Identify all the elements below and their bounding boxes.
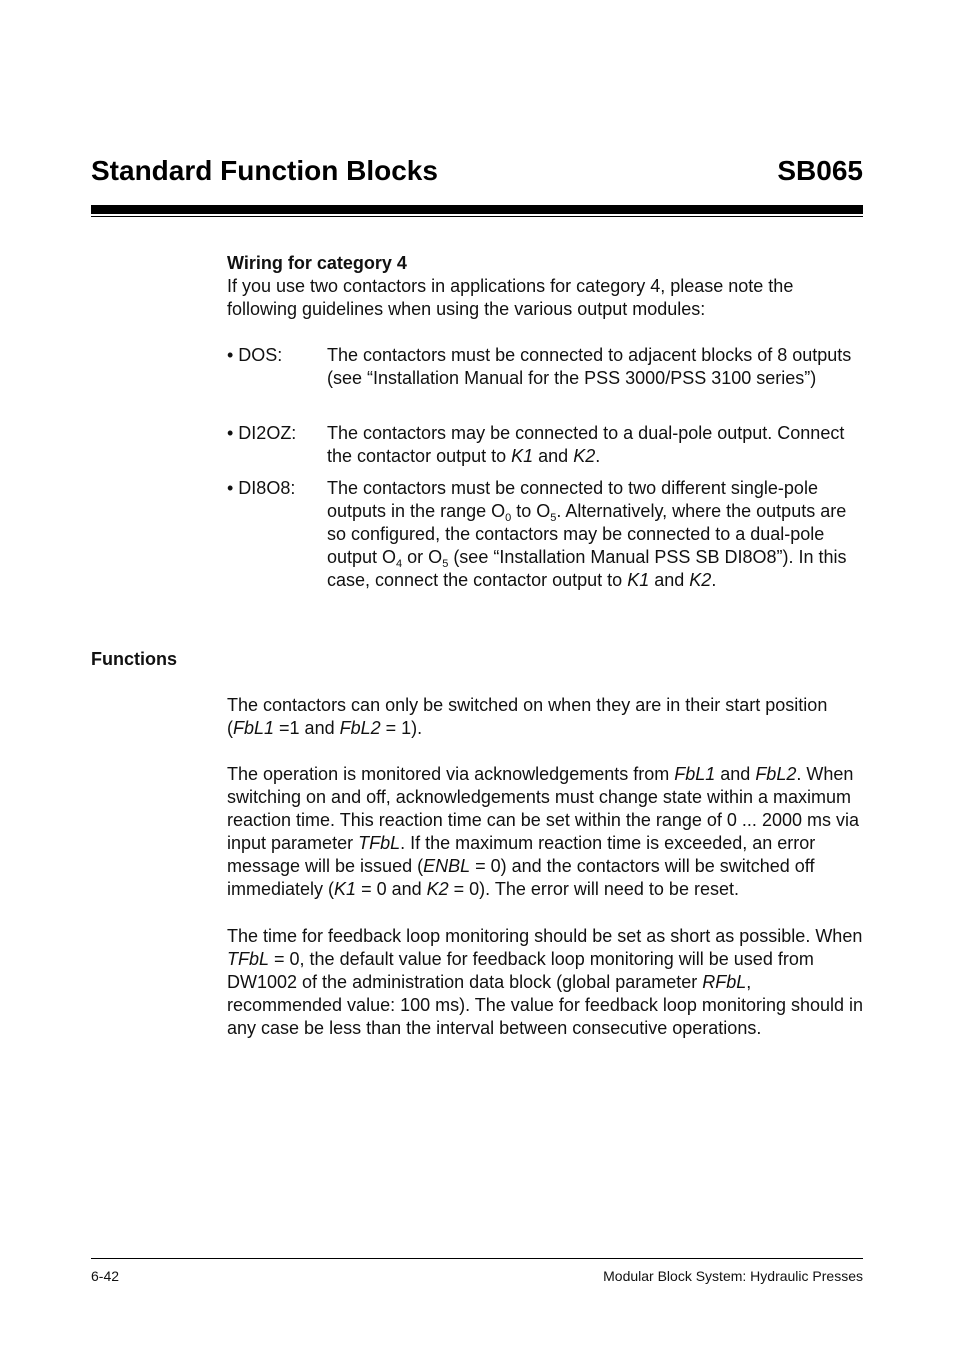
header-rule-thin xyxy=(91,216,863,217)
bullet-label-di8o8: • DI8O8: xyxy=(227,478,296,498)
wiring-heading: Wiring for category 4 xyxy=(227,253,407,273)
wiring-intro: If you use two contactors in applications for category 4, please note the following guidelines when using the various output modules: xyxy=(227,276,794,319)
bullet-label-di2oz: • DI2OZ: xyxy=(227,423,297,443)
header-rule-thick xyxy=(91,205,863,214)
page-title: Standard Function Blocks xyxy=(91,155,438,186)
bullet-text-dos: The contactors must be connected to adjacent blocks of 8 outputs (see “Installation Manual for the PSS 3000/PSS 3100 series”) xyxy=(327,345,852,388)
functions-heading: Functions xyxy=(91,649,177,669)
block-id: SB065 xyxy=(777,155,863,186)
functions-paragraph-feedback-time: The time for feedback loop monitoring should be set as short as possible. When TFbL = 0, the default value for feedback loop monitoring will be used from DW1002 of the administration data block (global parameter RFbL, recommended value: 100 ms). The value for feedback loop monitoring should in any case be less than the interval between consecutive operations. xyxy=(227,926,864,1038)
manual-title: Modular Block System: Hydraulic Presses xyxy=(603,1268,863,1284)
bullet-text-di2oz: The contactors may be connected to a dual-pole output. Connect the contactor output to K1 and K2. xyxy=(327,423,845,466)
functions-paragraph-start-position: The contactors can only be switched on when they are in their start position (FbL1 =1 and FbL2 = 1). xyxy=(227,695,828,738)
footer-rule xyxy=(91,1258,863,1259)
bullet-label-dos: • DOS: xyxy=(227,345,283,365)
page-number: 6-42 xyxy=(91,1268,120,1284)
functions-paragraph-monitoring: The operation is monitored via acknowledgements from FbL1 and FbL2. When switching on and off, acknowledgements must change state within a maximum reaction time. This reaction time can be set within the range of 0 ... 2000 ms via input parameter TFbL. If the maximum reaction time is exceeded, an error message will be issued (ENBL = 0) and the contactors will be switched off immediately (K1 = 0 and K2 = 0). The error will need to be reset. xyxy=(227,764,859,899)
bullet-text-di8o8: The contactors must be connected to two different single-pole outputs in the range $O_0$ to $O_5$. Alternatively, where the outputs are so configured, the contactors may be connected to a dual-pole output $O_4$ or $O_5$ (see “Installation Manual PSS SB DI8O8”). In this case, connect the contactor output to K1 and K2. xyxy=(327,478,847,590)
